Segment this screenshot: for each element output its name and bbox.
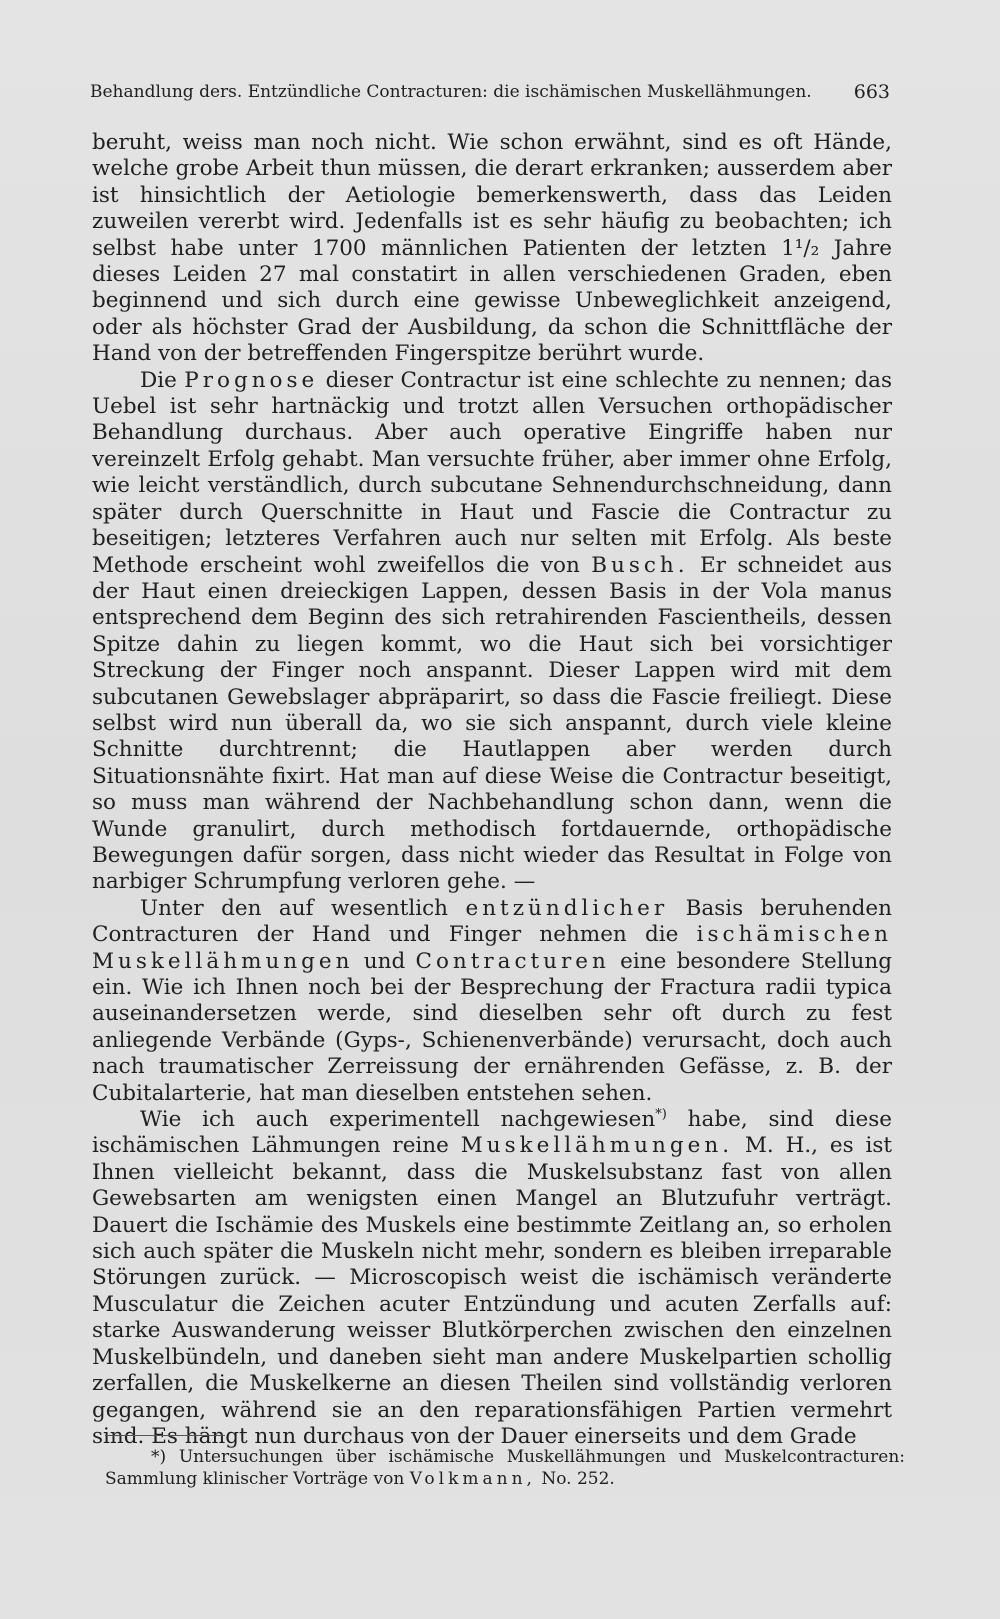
running-title: Behandlung ders. Entzündliche Contracturen: die ischämischen Muskellähmungen. bbox=[90, 82, 812, 102]
footnote-divider bbox=[105, 1435, 225, 1436]
paragraph-4: Wie ich auch experimentell nachgewiesen*) habe, sind diese ischämischen Lähmungen reine Muskellähmungen. M. H., es ist Ihnen vielleicht bekannt, dass die Muskelsubstanz fast von allen Gewebsarten am wenigsten einen Mangel an Blutzufuhr verträgt. Dauert die Ischämie des Muskels eine bestimmte Zeitlang an, so erholen sich auch später die Muskeln nicht mehr, sondern es bleiben irreparable Störungen zurück. — Microscopisch weist die ischämisch veränderte Musculatur die Zeichen acuter Entzündung und acuten Zerfalls auf: starke Auswanderung weisser Blutkörperchen zwischen den einzelnen Muskelbündeln, und daneben sieht man andere Muskelpartien schollig zerfallen, die Muskelkerne an diesen Theilen sind vollständig verloren gegangen, während sie an den reparationsfähigen Partien vermehrt sind. Es hängt nun durchaus von der Dauer einerseits und dem Grade bbox=[92, 1106, 892, 1449]
footnote-marker: *) bbox=[655, 1106, 667, 1122]
spaced-term-prognose: Prognose bbox=[184, 367, 319, 393]
page-number: 663 bbox=[853, 81, 890, 103]
paragraph-2: Die Prognose dieser Contractur ist eine schlechte zu nennen; das Uebel ist sehr hartnäckig und trotzt allen Versuchen orthopädischer Behandlung durchaus. Aber auch operative Eingriffe haben nur vereinzelt Erfolg gehabt. Man versuchte früher, aber immer ohne Erfolg, wie leicht verständlich, durch subcutane Sehnendurchschneidung, dann später durch Querschnitte in Haut und Fascie die Contractur zu beseitigen; letzteres Verfahren auch nur selten mit Erfolg. Als beste Methode erscheint wohl zweifellos die von Busch. Er schneidet aus der Haut einen dreieckigen Lappen, dessen Basis in der Vola manus entsprechend dem Beginn des sich retrahirenden Fascientheils, dessen Spitze dahin zu liegen kommt, wo die Haut sich bei vorsichtiger Streckung der Finger noch anspannt. Dieser Lappen wird mit dem subcutanen Gewebslager abpräparirt, so dass die Fascie freiliegt. Diese selbst wird nun überall da, wo sie sich anspannt, durch viele kleine Schnitte durchtrennt; die Hautlappen aber werden durch Situationsnähte fixirt. Hat man auf diese Weise die Contractur beseitigt, so muss man während der Nachbehandlung schon dann, wenn die Wunde granulirt, durch methodisch fortdauernde, orthopädische Bewegungen dafür sorgen, dass nicht wieder das Resultat in Folge von narbiger Schrumpfung verloren gehe. — bbox=[92, 367, 893, 895]
paragraph-1: beruht, weiss man noch nicht. Wie schon erwähnt, sind es oft Hände, welche grobe Arbeit thun müssen, die derart erkranken; ausserdem aber ist hinsichtlich der Aetiologie bemerkenswerth, dass das Leiden zuweilen vererbt wird. Jedenfalls ist es sehr häufig zu beobachten; ich selbst habe unter 1700 männlichen Patienten der letzten 1¹/₂ Jahre dieses Leiden 27 mal constatirt in allen verschiedenen Graden, eben beginnend und sich durch eine gewisse Unbeweglichkeit anzeigend, oder als höchster Grad der Ausbildung, da schon die Schnittfläche der Hand von der betreffenden Fingerspitze berührt wurde. bbox=[92, 130, 892, 367]
paragraph-3: Unter den auf wesentlich entzündlicher Basis beruhenden Contracturen der Hand und Finger nehmen die ischämischen Muskellähmungen und Contracturen eine besondere Stellung ein. Wie ich Ihnen noch bei der Besprechung der Fractura radii typica auseinandersetzen werde, sind dieselben sehr oft durch zu fest anliegende Verbände (Gyps-, Schienenverbände) verursacht, doch auch nach traumatischer Zerreissung der ernährenden Gefässe, z. B. der Cubitalarterie, hat man dieselben entstehen sehen. bbox=[92, 895, 892, 1106]
spaced-term-contracturen: Contracturen bbox=[415, 948, 610, 974]
spaced-term-ischaemische-muskellaehmungen: ischämischen Muskellähmungen bbox=[92, 922, 892, 974]
spaced-term-entzuendlicher: entzündlicher bbox=[465, 895, 669, 921]
spaced-term-muskellaehmungen: Muskellähmungen. bbox=[460, 1133, 734, 1159]
running-header bbox=[90, 80, 890, 104]
spaced-name-busch: Busch. bbox=[591, 552, 689, 578]
spaced-name-volkmann: Volkmann, bbox=[409, 1469, 536, 1489]
main-text bbox=[92, 130, 892, 1450]
footnote: *) Untersuchungen über ischämische Muskellähmungen und Muskelcontracturen: Sammlung klinischer Vorträge von Volkmann, No. 252. bbox=[105, 1447, 905, 1489]
